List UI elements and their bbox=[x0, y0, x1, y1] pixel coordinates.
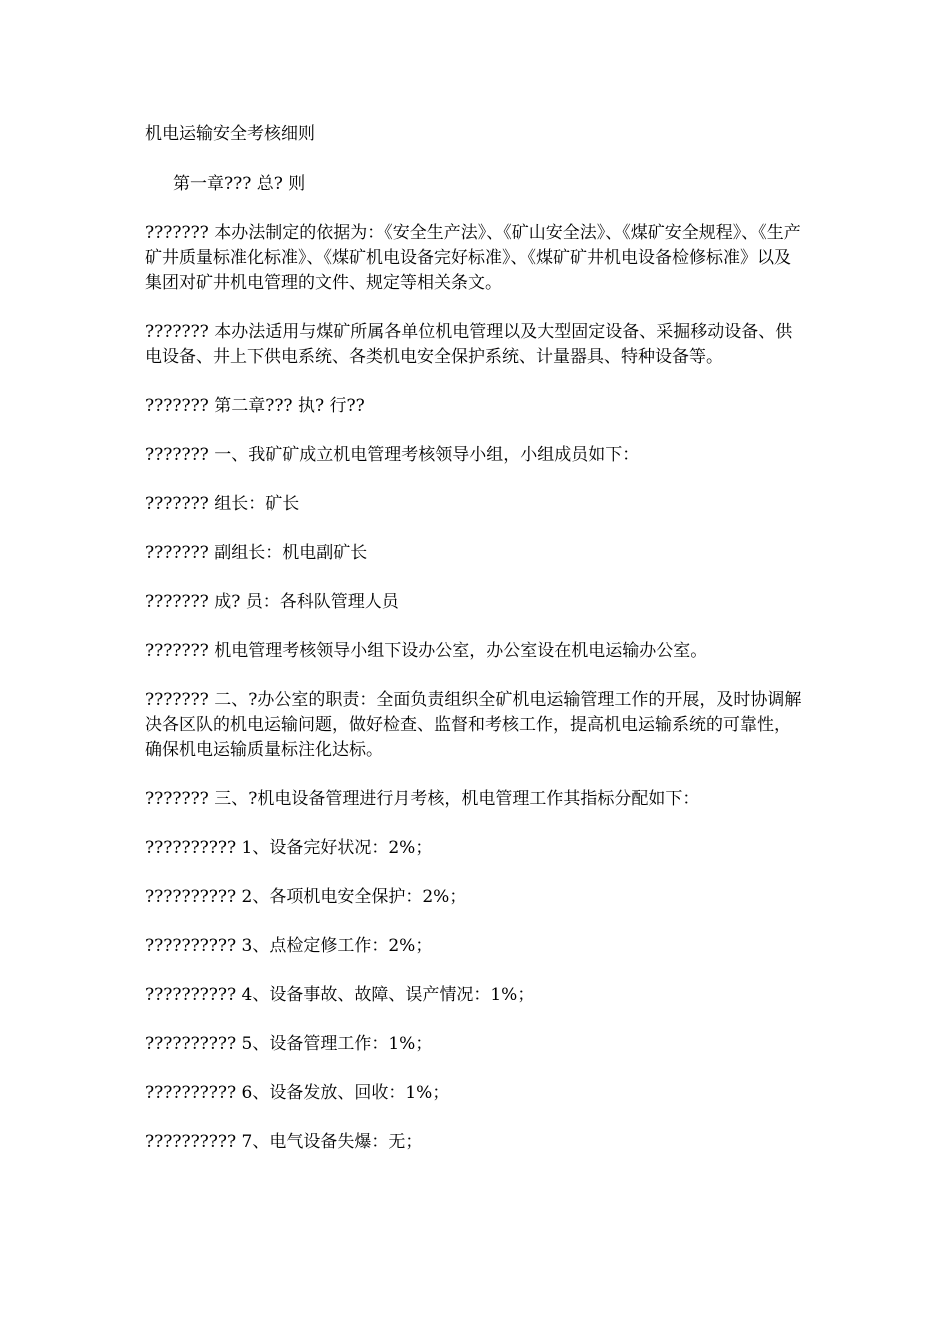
indicator-list-item: ?????????? 2、各项机电安全保护：2%； bbox=[145, 887, 467, 907]
deputy-leader-line: ??????? 副组长：机电副矿长 bbox=[145, 543, 368, 563]
chapter-one-heading: 第一章??? 总? 则 bbox=[173, 174, 306, 194]
group-leader-line: ??????? 组长：矿长 bbox=[145, 494, 300, 514]
indicator-list-item: ?????????? 4、设备事故、故障、误产情况：1%； bbox=[145, 985, 535, 1005]
document-title: 机电运输安全考核细则 bbox=[145, 124, 315, 144]
indicator-list-item: ?????????? 1、设备完好状况：2%； bbox=[145, 838, 433, 858]
office-duties-paragraph: ??????? 二、?办公室的职责：全面负责组织全矿机电运输管理工作的开展，及时协调解决各区队的机电运输问题，做好检查、监督和考核工作，提高机电运输系统的可靠性，确保机电运输质量标注化达标。 bbox=[145, 690, 802, 760]
members-line: ??????? 成? 员：各科队管理人员 bbox=[145, 592, 399, 612]
monthly-assessment-paragraph: ??????? 三、?机电设备管理进行月考核，机电管理工作其指标分配如下： bbox=[145, 789, 700, 809]
indicator-list-item: ?????????? 7、电气设备失爆：无； bbox=[145, 1132, 423, 1152]
leadership-group-paragraph: ??????? 一、我矿矿成立机电管理考核领导小组，小组成员如下： bbox=[145, 445, 640, 465]
basis-paragraph: ??????? 本办法制定的依据为：《安全生产法》、《矿山安全法》、《煤矿安全规程》、《生产矿井质量标准化标准》、《煤矿机电设备完好标准》、《煤矿矿井机电设备检修标准》以及集团对矿井机电管理的文件、规定等相关条文。 bbox=[145, 223, 801, 293]
indicator-list-item: ?????????? 5、设备管理工作：1%； bbox=[145, 1034, 433, 1054]
indicator-list-item: ?????????? 3、点检定修工作：2%； bbox=[145, 936, 433, 956]
chapter-two-heading: ??????? 第二章??? 执? 行?? bbox=[145, 396, 365, 416]
scope-paragraph: ??????? 本办法适用与煤矿所属各单位机电管理以及大型固定设备、采掘移动设备、供电设备、井上下供电系统、各类机电安全保护系统、计量器具、特种设备等。 bbox=[145, 322, 793, 367]
office-location-paragraph: ??????? 机电管理考核领导小组下设办公室，办公室设在机电运输办公室。 bbox=[145, 641, 708, 661]
document-page bbox=[145, 122, 805, 1179]
indicator-list-item: ?????????? 6、设备发放、回收：1%； bbox=[145, 1083, 450, 1103]
